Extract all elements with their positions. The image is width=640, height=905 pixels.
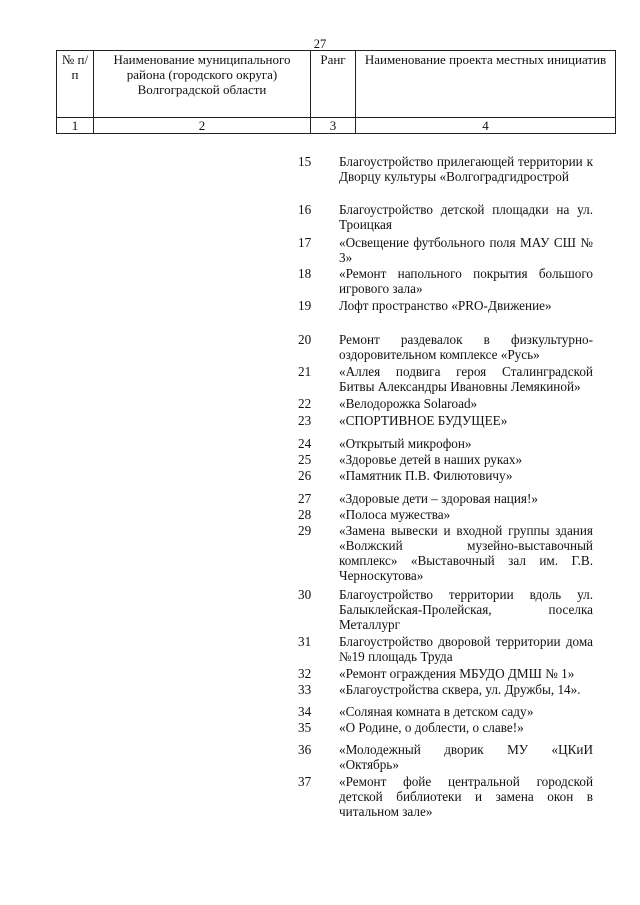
- rank-value: 31: [298, 634, 312, 649]
- rank-value: 23: [298, 413, 312, 428]
- project-name: Ремонт раздевалок в физкультурно-оздоровительном комплексе «Русь»: [339, 332, 593, 362]
- rank-value: 24: [298, 436, 312, 451]
- project-name: «Молодежный дворик МУ «ЦКиИ «Октябрь»: [339, 742, 593, 772]
- column-number-4: 4: [356, 118, 616, 134]
- header-rank-column: Ранг: [311, 51, 356, 118]
- rank-value: 20: [298, 332, 312, 347]
- header-district-column: Наименование муниципального района (городского округа) Волгоградской области: [94, 51, 311, 118]
- project-name: «СПОРТИВНОЕ БУДУЩЕЕ»: [339, 413, 508, 428]
- rank-value: 16: [298, 202, 312, 217]
- rank-value: 15: [298, 154, 312, 169]
- project-name: «Памятник П.В. Филютовичу»: [339, 468, 513, 483]
- rank-value: 22: [298, 396, 312, 411]
- column-number-2: 2: [94, 118, 311, 134]
- rank-value: 28: [298, 507, 312, 522]
- rank-value: 37: [298, 774, 312, 789]
- rank-value: 33: [298, 682, 312, 697]
- rank-value: 34: [298, 704, 312, 719]
- project-name: Благоустройство детской площадки на ул. Троицкая: [339, 202, 593, 232]
- project-name: «О Родине, о доблести, о славе!»: [339, 720, 524, 735]
- project-name: «Аллея подвига героя Сталинградской Битвы Александры Ивановны Лемякиной»: [339, 364, 593, 394]
- project-name: «Ремонт напольного покрытия большого игрового зала»: [339, 266, 593, 296]
- rank-value: 18: [298, 266, 312, 281]
- project-name: «Полоса мужества»: [339, 507, 451, 522]
- project-name: Благоустройство территории вдоль ул. Балыклейская-Пролейская, поселка Металлург: [339, 587, 593, 632]
- rank-value: 27: [298, 491, 312, 506]
- rank-value: 35: [298, 720, 312, 735]
- rank-value: 32: [298, 666, 312, 681]
- project-name: «Замена вывески и входной группы здания «Волжский музейно-выставочный комплекс» «Выставочный зал им. Г.В. Черноскутова»: [339, 523, 593, 583]
- column-number-1: 1: [57, 118, 94, 134]
- header-number-column: № п/п: [57, 51, 94, 118]
- project-name: «Ремонт ограждения МБУДО ДМШ № 1»: [339, 666, 575, 681]
- rank-value: 29: [298, 523, 312, 538]
- rank-value: 17: [298, 235, 312, 250]
- project-name: «Здоровье детей в наших руках»: [339, 452, 523, 467]
- table-header: [56, 50, 616, 134]
- rank-value: 21: [298, 364, 312, 379]
- project-name: «Ремонт фойе центральной городской детской библиотеки и замена окон в читальном зале»: [339, 774, 593, 819]
- project-name: «Благоустройства сквера, ул. Дружбы, 14».: [339, 682, 581, 697]
- project-name: Благоустройство прилегающей территории к Дворцу культуры «Волгоградгидрострой: [339, 154, 593, 184]
- page-number: 27: [313, 37, 327, 51]
- project-name: «Здоровые дети – здоровая нация!»: [339, 491, 538, 506]
- project-name: «Открытый микрофон»: [339, 436, 472, 451]
- header-project-column: Наименование проекта местных инициатив: [356, 51, 616, 118]
- column-number-3: 3: [311, 118, 356, 134]
- rank-value: 36: [298, 742, 312, 757]
- rank-value: 19: [298, 298, 312, 313]
- project-name: Лофт пространство «PRO-Движение»: [339, 298, 552, 313]
- project-name: «Соляная комната в детском саду»: [339, 704, 534, 719]
- project-name: Благоустройство дворовой территории дома №19 площадь Труда: [339, 634, 593, 664]
- rank-value: 26: [298, 468, 312, 483]
- rank-value: 25: [298, 452, 312, 467]
- project-name: «Велодорожка Solaroad»: [339, 396, 478, 411]
- rank-value: 30: [298, 587, 312, 602]
- project-name: «Освещение футбольного поля МАУ СШ № 3»: [339, 235, 593, 265]
